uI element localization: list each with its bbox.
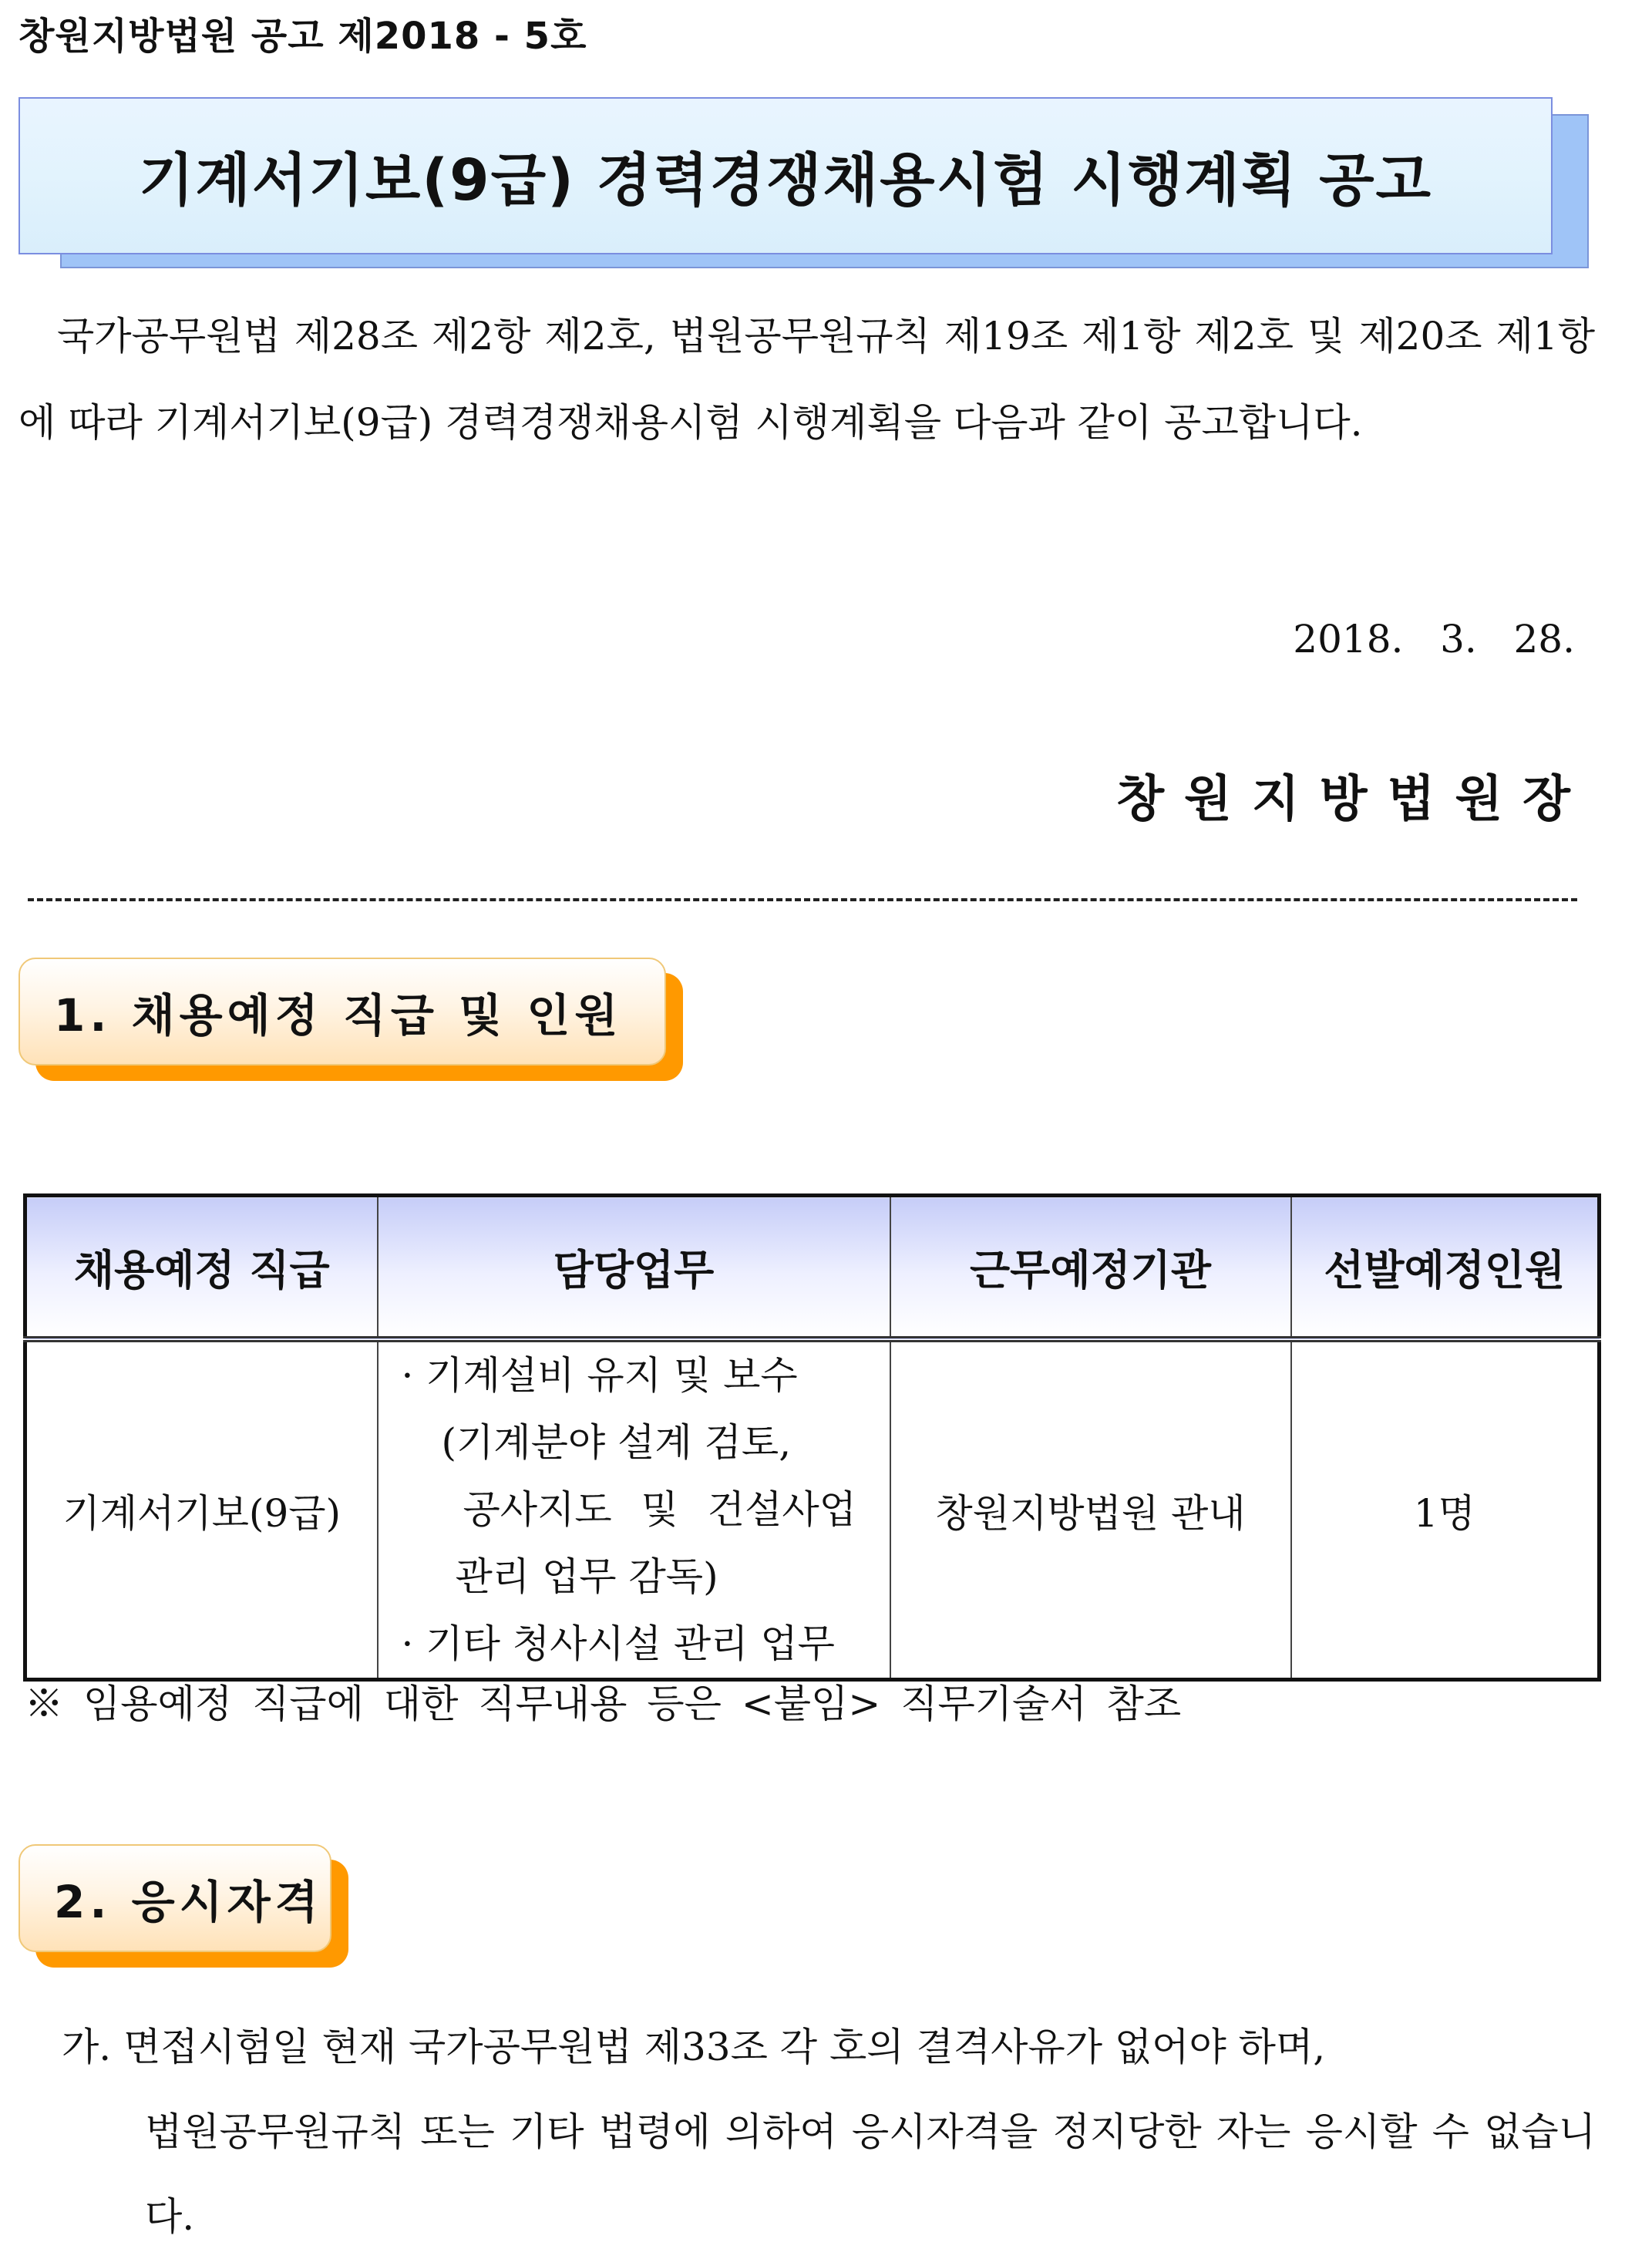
header-headcount: 선발예정인원 xyxy=(1291,1196,1600,1340)
section1-heading: 1. 채용예정 직급 및 인원 xyxy=(19,958,666,1066)
notice-date: 2018. 3. 28. xyxy=(1293,617,1575,662)
duty-line: · 기계설비 유지 및 보수 xyxy=(401,1353,798,1398)
duty-line: · 기타 청사시설 관리 업무 xyxy=(401,1621,835,1666)
cell-headcount: 1명 xyxy=(1291,1339,1600,1680)
item-ga-continuation: 법원공무원규칙 또는 기타 법령에 의하여 응시자격을 정지당한 자는 응시할 수 없습니다. xyxy=(145,2109,1596,2239)
cell-agency: 창원지방법원 관내 xyxy=(890,1339,1291,1680)
duty-line: (기계분야 설계 검토, xyxy=(441,1420,792,1465)
intro-paragraph-text: 국가공무원법 제28조 제2항 제2호, 법원공무원규칙 제19조 제1항 제2호 및 제20조 제1항에 따라 기계서기보(9급) 경력경쟁채용시험 시행계획을 다음과 같이 공고합니다. xyxy=(19,314,1595,445)
signer-name: 창원지방법원장 xyxy=(1116,771,1590,828)
cell-grade: 기계서기보(9급) xyxy=(62,1490,342,1536)
table-header-row xyxy=(25,1196,1600,1340)
item-marker: 가. xyxy=(62,2025,112,2069)
intro-paragraph xyxy=(19,293,1595,466)
recruitment-table xyxy=(23,1193,1601,1682)
header-agency: 근무예정기관 xyxy=(890,1196,1291,1340)
notice-number: 창원지방법원 공고 제2018 - 5호 xyxy=(19,15,587,58)
duty-line: 관리 업무 감독) xyxy=(455,1554,718,1599)
header-grade: 채용예정 직급 xyxy=(25,1196,378,1340)
header-duties: 담당업무 xyxy=(378,1196,890,1340)
table-row xyxy=(25,1339,1600,1680)
dashed-divider xyxy=(28,898,1577,901)
section2-heading: 2. 응시자격 xyxy=(19,1844,331,1952)
table-note: ※ 임용예정 직급에 대한 직무내용 등은 <붙임> 직무기술서 참조 xyxy=(25,1682,1182,1726)
duty-line: 공사지도 및 건설사업 xyxy=(463,1487,856,1532)
title-box xyxy=(19,97,1553,254)
page-title: 기계서기보(9급) 경력경쟁채용시험 시행계획 공고 xyxy=(138,147,1433,214)
item-ga-first-line: 면접시험일 현재 국가공무원법 제33조 각 호의 결격사유가 없어야 하며, xyxy=(123,2025,1326,2069)
qualification-item-ga xyxy=(62,2005,1596,2259)
cell-duties xyxy=(378,1339,890,1680)
